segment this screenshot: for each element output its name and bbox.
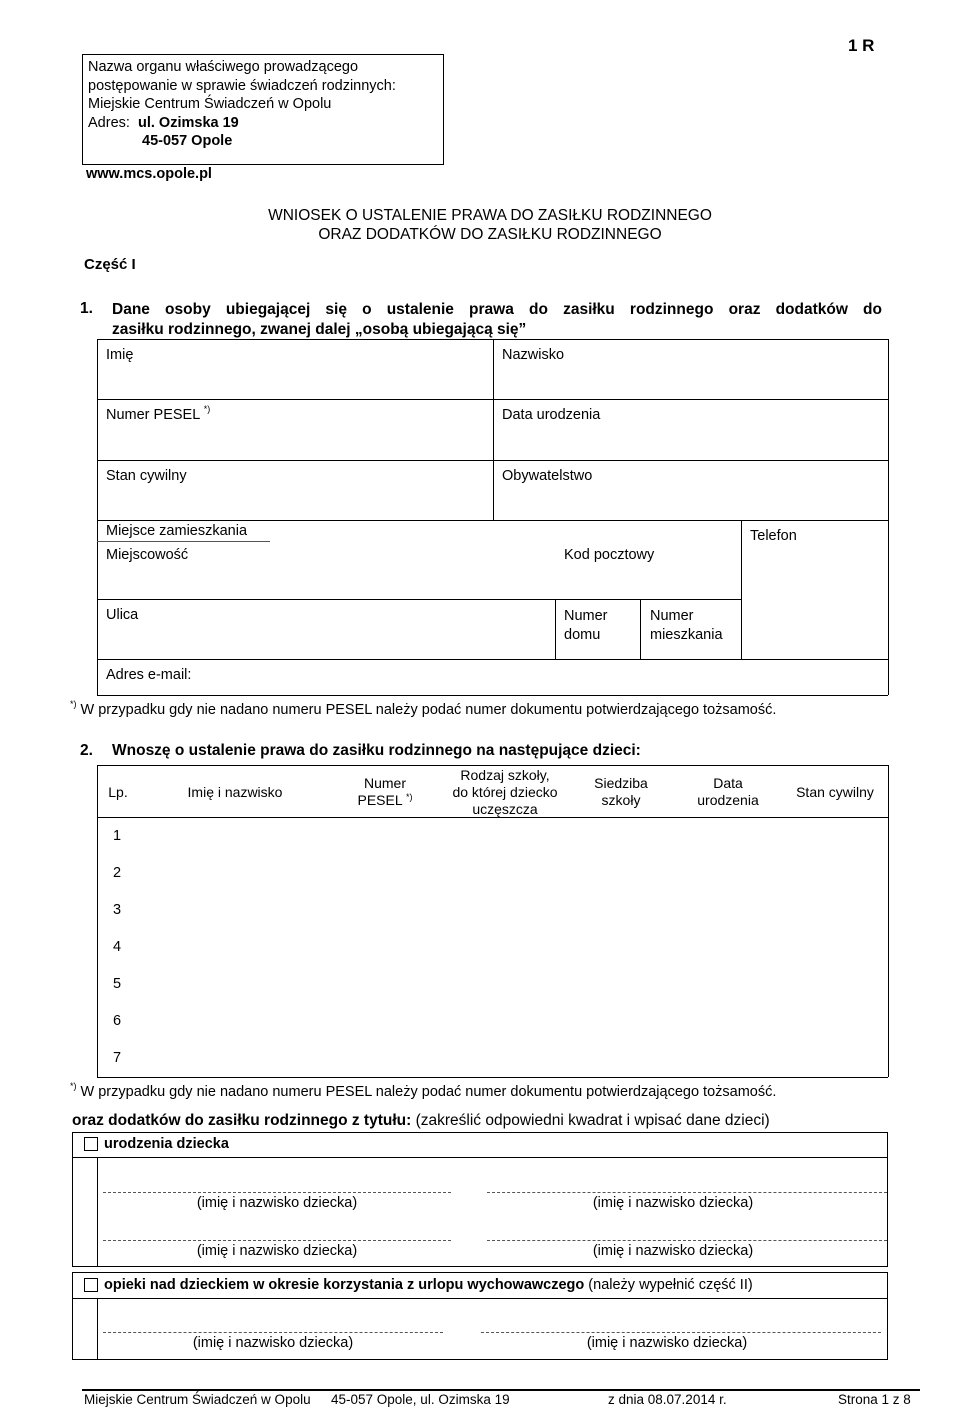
phone-field[interactable]: Telefon (750, 528, 797, 543)
marital-status-field[interactable]: Stan cywilny (106, 468, 187, 484)
city-field[interactable]: Miejscowość (106, 547, 189, 563)
authority-address-label: Adres: (88, 114, 130, 131)
flat-number-label-1: Numer (650, 608, 694, 624)
first-name-field[interactable]: Imię (106, 347, 134, 363)
col-pesel (345, 775, 425, 809)
form-title (200, 206, 780, 244)
childcare-leave-label (104, 1277, 753, 1293)
birth-allowance-label: urodzenia dziecka (104, 1136, 229, 1152)
authority-street: ul. Ozimska 19 (137, 114, 239, 131)
form-title-line2: ORAZ DODATKÓW DO ZASIŁKU RODZINNEGO (318, 226, 662, 243)
col-seat-2: szkoły (601, 792, 641, 808)
supplements-heading-note: (zakreślić odpowiedni kwadrat i wpisać dane dzieci) (415, 1112, 770, 1129)
childcare-leave-checkbox[interactable] (84, 1278, 98, 1292)
supplements-heading-bold: oraz dodatków do zasiłku rodzinnego z tytułu: (72, 1112, 412, 1129)
citizenship-field[interactable]: Obywatelstwo (502, 468, 593, 484)
col-school-2: do której dziecko (452, 784, 558, 800)
child-name-caption: (imię i nazwisko dziecka) (196, 1195, 358, 1211)
section1-heading-line1: Dane osoby ubiegającej się o ustalenie prawa do zasiłku rodzinnego oraz dodatków do (112, 301, 882, 318)
footnote-1-mark: *) (70, 699, 77, 709)
child-row[interactable]: 4 (113, 939, 122, 955)
section2-number: 2. (80, 742, 93, 759)
childcare-leave-label-bold: opieki nad dzieckiem w okresie korzystania z urlopu wychowawczego (104, 1277, 585, 1293)
col-date-1: Data (713, 775, 743, 791)
child-row[interactable]: 6 (113, 1013, 122, 1029)
footnote-2 (70, 1081, 777, 1100)
col-date-2: urodzenia (697, 792, 759, 808)
child-row[interactable]: 2 (113, 865, 122, 881)
col-school-3: uczęszcza (472, 801, 538, 817)
section1-heading-line2: zasiłku rodzinnego, zwanej dalej „osobą ubiegającą się” (112, 321, 527, 338)
col-school (440, 767, 570, 818)
authority-name: Miejskie Centrum Świadczeń w Opolu (88, 96, 332, 112)
footer-org: Miejskie Centrum Świadczeń w Opolu (84, 1392, 311, 1407)
footnote-1 (70, 699, 777, 718)
col-name: Imię i nazwisko (187, 784, 283, 800)
col-pesel-1: Numer (363, 775, 406, 791)
email-field[interactable]: Adres e-mail: (106, 667, 192, 683)
flat-number-label-2: mieszkania (650, 627, 723, 643)
col-lp: Lp. (108, 784, 128, 800)
last-name-field[interactable]: Nazwisko (502, 347, 565, 363)
authority-website[interactable]: www.mcs.opole.pl (86, 166, 212, 182)
footnote-2-mark: *) (70, 1081, 77, 1091)
authority-postal: 45-057 Opole (142, 133, 233, 149)
postal-code-field[interactable]: Kod pocztowy (564, 547, 655, 563)
child-row[interactable]: 1 (113, 828, 122, 844)
form-title-line1: WNIOSEK O USTALENIE PRAWA DO ZASIŁKU RODZINNEGO (268, 207, 712, 224)
child-name-caption: (imię i nazwisko dziecka) (592, 1243, 754, 1259)
supplements-heading (72, 1112, 770, 1130)
col-pesel-2: PESEL (357, 792, 403, 808)
pesel-field[interactable] (106, 404, 211, 423)
col-status: Stan cywilny (796, 784, 874, 800)
col-school-1: Rodzaj szkoły, (460, 767, 550, 783)
birth-allowance-checkbox[interactable] (84, 1137, 98, 1151)
pesel-footnote-mark: *) (203, 404, 211, 414)
footer-date: z dnia 08.07.2014 r. (608, 1392, 727, 1407)
section1-number: 1. (80, 300, 93, 317)
authority-line1: Nazwa organu właściwego prowadzącego (88, 59, 359, 75)
house-number-label-1: Numer (564, 608, 608, 624)
col-pesel-mark: *) (406, 792, 413, 802)
child-row[interactable]: 5 (113, 976, 122, 992)
part-label: Część I (84, 256, 136, 273)
birth-date-field[interactable]: Data urodzenia (502, 407, 601, 423)
footer-address: 45-057 Opole, ul. Ozimska 19 (331, 1392, 510, 1407)
child-row[interactable]: 3 (113, 902, 122, 918)
col-seat-1: Siedziba (594, 775, 648, 791)
childcare-leave-label-note: (należy wypełnić część II) (588, 1277, 753, 1293)
residence-label: Miejsce zamieszkania (106, 523, 248, 539)
flat-number-field[interactable] (650, 607, 723, 645)
pesel-label: Numer PESEL (106, 407, 200, 423)
form-code: 1 R (848, 36, 875, 55)
child-name-caption: (imię i nazwisko dziecka) (592, 1195, 754, 1211)
footer-page-number: Strona 1 z 8 (838, 1392, 911, 1407)
col-seat (580, 775, 662, 809)
street-field[interactable]: Ulica (106, 607, 139, 623)
authority-line2: postępowanie w sprawie świadczeń rodzinnych: (88, 77, 396, 94)
child-name-caption: (imię i nazwisko dziecka) (586, 1335, 748, 1351)
child-name-caption: (imię i nazwisko dziecka) (192, 1335, 354, 1351)
col-birth-date (683, 775, 773, 809)
house-number-field[interactable] (564, 607, 608, 645)
section2-heading: Wnoszę o ustalenie prawa do zasiłku rodzinnego na następujące dzieci: (112, 742, 641, 759)
authority-block (88, 58, 396, 151)
footnote-2-text: W przypadku gdy nie nadano numeru PESEL należy podać numer dokumentu potwierdzającego tożsamość. (80, 1084, 777, 1100)
footnote-1-text: W przypadku gdy nie nadano numeru PESEL należy podać numer dokumentu potwierdzającego tożsamość. (80, 702, 777, 718)
child-row[interactable]: 7 (113, 1050, 122, 1066)
child-name-caption: (imię i nazwisko dziecka) (196, 1243, 358, 1259)
house-number-label-2: domu (564, 627, 601, 643)
